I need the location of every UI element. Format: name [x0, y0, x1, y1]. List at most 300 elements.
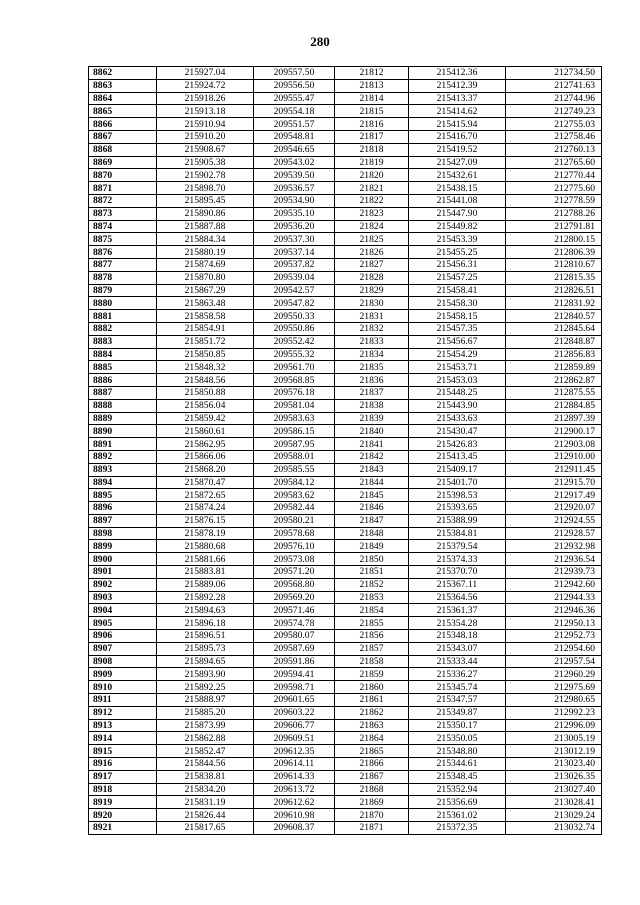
table-cell: 8892	[89, 450, 157, 463]
table-cell: 8910	[89, 681, 157, 694]
table-cell: 8885	[89, 361, 157, 374]
table-cell: 213005.19	[506, 732, 602, 745]
table-cell: 212778.59	[506, 194, 602, 207]
table-cell: 212775.60	[506, 182, 602, 195]
table-cell: 215881.66	[157, 553, 254, 566]
table-cell: 8871	[89, 182, 157, 195]
table-cell: 215862.88	[157, 732, 254, 745]
table-cell: 215388.99	[409, 514, 506, 527]
page-number: 280	[310, 34, 330, 49]
table-cell: 21835	[335, 361, 409, 374]
table-cell: 21819	[335, 156, 409, 169]
table-row	[89, 284, 602, 297]
table-cell: 213026.35	[506, 770, 602, 783]
table-cell: 209614.33	[254, 770, 335, 783]
table-row	[89, 514, 602, 527]
table-cell: 21864	[335, 732, 409, 745]
table-cell: 8903	[89, 591, 157, 604]
table-row	[89, 220, 602, 233]
table-cell: 215890.86	[157, 207, 254, 220]
table-row	[89, 143, 602, 156]
table-cell: 8913	[89, 719, 157, 732]
table-cell: 8880	[89, 297, 157, 310]
table-cell: 8909	[89, 668, 157, 681]
table-cell: 215413.45	[409, 450, 506, 463]
table-cell: 21833	[335, 335, 409, 348]
table-cell: 215367.11	[409, 578, 506, 591]
table-cell: 215852.47	[157, 745, 254, 758]
table-cell: 8914	[89, 732, 157, 745]
table-row	[89, 118, 602, 131]
table-cell: 8890	[89, 425, 157, 438]
table-cell: 8867	[89, 130, 157, 143]
table-cell: 215441.08	[409, 194, 506, 207]
table-cell: 215384.81	[409, 527, 506, 540]
table-cell: 8866	[89, 118, 157, 131]
table-cell: 215851.72	[157, 335, 254, 348]
table-cell: 8899	[89, 540, 157, 553]
table-cell: 215456.67	[409, 335, 506, 348]
table-cell: 8902	[89, 578, 157, 591]
table-row	[89, 566, 602, 579]
table-row	[89, 207, 602, 220]
table-cell: 215887.88	[157, 220, 254, 233]
table-cell: 21842	[335, 450, 409, 463]
table-row	[89, 668, 602, 681]
table-cell: 21830	[335, 297, 409, 310]
table-cell: 209582.44	[254, 502, 335, 515]
table-cell: 215924.72	[157, 79, 254, 92]
table-cell: 212996.09	[506, 719, 602, 732]
table-cell: 209610.98	[254, 809, 335, 822]
table-cell: 209537.82	[254, 258, 335, 271]
table-cell: 21869	[335, 796, 409, 809]
table-cell: 215862.95	[157, 438, 254, 451]
table-row	[89, 604, 602, 617]
table-cell: 215430.47	[409, 425, 506, 438]
table-cell: 209542.57	[254, 284, 335, 297]
table-row	[89, 169, 602, 182]
table-cell: 8900	[89, 553, 157, 566]
table-cell: 212884.85	[506, 399, 602, 412]
table-row	[89, 105, 602, 118]
table-cell: 215454.29	[409, 348, 506, 361]
table-body	[89, 67, 602, 835]
table-row	[89, 348, 602, 361]
table-cell: 215873.99	[157, 719, 254, 732]
table-cell: 215866.06	[157, 450, 254, 463]
table-cell: 215838.81	[157, 770, 254, 783]
table-cell: 21821	[335, 182, 409, 195]
table-cell: 209612.35	[254, 745, 335, 758]
table-cell: 21866	[335, 758, 409, 771]
table-cell: 213012.19	[506, 745, 602, 758]
table-cell: 215356.69	[409, 796, 506, 809]
table-cell: 21861	[335, 694, 409, 707]
table-cell: 215898.70	[157, 182, 254, 195]
table-cell: 212862.87	[506, 374, 602, 387]
table-cell: 215354.28	[409, 617, 506, 630]
table-cell: 215458.15	[409, 310, 506, 323]
table-cell: 215885.20	[157, 706, 254, 719]
table-cell: 8864	[89, 92, 157, 105]
table-cell: 212810.67	[506, 258, 602, 271]
table-cell: 215348.18	[409, 630, 506, 643]
table-cell: 212944.33	[506, 591, 602, 604]
table-row	[89, 796, 602, 809]
table-row	[89, 527, 602, 540]
table-cell: 209555.47	[254, 92, 335, 105]
table-row	[89, 182, 602, 195]
table-cell: 215336.27	[409, 668, 506, 681]
table-cell: 215453.03	[409, 374, 506, 387]
table-cell: 212791.81	[506, 220, 602, 233]
table-cell: 8863	[89, 79, 157, 92]
table-cell: 8911	[89, 694, 157, 707]
table-row	[89, 271, 602, 284]
table-cell: 21853	[335, 591, 409, 604]
table-cell: 215880.19	[157, 246, 254, 259]
table-cell: 215343.07	[409, 642, 506, 655]
table-cell: 212845.64	[506, 322, 602, 335]
table-cell: 215456.31	[409, 258, 506, 271]
table-cell: 209546.65	[254, 143, 335, 156]
table-row	[89, 694, 602, 707]
table-cell: 215453.39	[409, 233, 506, 246]
table-cell: 21856	[335, 630, 409, 643]
table-cell: 215414.62	[409, 105, 506, 118]
table-row	[89, 412, 602, 425]
table-row	[89, 578, 602, 591]
table-cell: 212992.23	[506, 706, 602, 719]
table-row	[89, 438, 602, 451]
table-cell: 212900.17	[506, 425, 602, 438]
table-row	[89, 732, 602, 745]
table-row	[89, 553, 602, 566]
table-cell: 8920	[89, 809, 157, 822]
table-cell: 209555.32	[254, 348, 335, 361]
table-cell: 21860	[335, 681, 409, 694]
table-cell: 215347.57	[409, 694, 506, 707]
table-cell: 212980.65	[506, 694, 602, 707]
table-cell: 215856.04	[157, 399, 254, 412]
table-cell: 209612.62	[254, 796, 335, 809]
table-cell: 215398.53	[409, 489, 506, 502]
table-row	[89, 655, 602, 668]
table-row	[89, 130, 602, 143]
table-cell: 21828	[335, 271, 409, 284]
table-cell: 209609.51	[254, 732, 335, 745]
table-cell: 209614.11	[254, 758, 335, 771]
table-cell: 209583.63	[254, 412, 335, 425]
table-cell: 215419.52	[409, 143, 506, 156]
table-cell: 209535.10	[254, 207, 335, 220]
table-cell: 21862	[335, 706, 409, 719]
table-row	[89, 450, 602, 463]
table-row	[89, 502, 602, 515]
table-row	[89, 706, 602, 719]
table-cell: 209587.69	[254, 642, 335, 655]
table-cell: 209552.42	[254, 335, 335, 348]
table-cell: 215918.26	[157, 92, 254, 105]
coordinates-table	[88, 66, 602, 835]
table-row	[89, 322, 602, 335]
table-cell: 215872.65	[157, 489, 254, 502]
table-cell: 212760.13	[506, 143, 602, 156]
table-cell: 212950.13	[506, 617, 602, 630]
table-cell: 21831	[335, 310, 409, 323]
table-cell: 21843	[335, 463, 409, 476]
table-cell: 209591.86	[254, 655, 335, 668]
table-cell: 209601.65	[254, 694, 335, 707]
table-cell: 212734.50	[506, 67, 602, 80]
table-cell: 21837	[335, 386, 409, 399]
table-row	[89, 758, 602, 771]
table-cell: 21814	[335, 92, 409, 105]
table-cell: 8905	[89, 617, 157, 630]
table-cell: 213027.40	[506, 783, 602, 796]
table-cell: 209571.46	[254, 604, 335, 617]
table-cell: 215867.29	[157, 284, 254, 297]
table-cell: 8904	[89, 604, 157, 617]
table-cell: 212903.08	[506, 438, 602, 451]
table-cell: 8889	[89, 412, 157, 425]
table-cell: 209581.04	[254, 399, 335, 412]
table-cell: 215860.61	[157, 425, 254, 438]
table-cell: 212910.00	[506, 450, 602, 463]
table-row	[89, 258, 602, 271]
table-cell: 209543.02	[254, 156, 335, 169]
table-cell: 8919	[89, 796, 157, 809]
table-cell: 209608.37	[254, 822, 335, 835]
table-cell: 209613.72	[254, 783, 335, 796]
table-row	[89, 745, 602, 758]
table-cell: 215880.68	[157, 540, 254, 553]
table-cell: 215345.74	[409, 681, 506, 694]
table-cell: 212788.26	[506, 207, 602, 220]
table-cell: 8882	[89, 322, 157, 335]
table-row	[89, 297, 602, 310]
table-cell: 215889.06	[157, 578, 254, 591]
table-row	[89, 783, 602, 796]
table-row	[89, 399, 602, 412]
table-cell: 212960.29	[506, 668, 602, 681]
table-cell: 215364.56	[409, 591, 506, 604]
table-cell: 215409.17	[409, 463, 506, 476]
table-cell: 215352.94	[409, 783, 506, 796]
table-cell: 21870	[335, 809, 409, 822]
table-cell: 215913.18	[157, 105, 254, 118]
table-cell: 209568.80	[254, 578, 335, 591]
table-cell: 212915.70	[506, 476, 602, 489]
table-cell: 21844	[335, 476, 409, 489]
table-cell: 212911.45	[506, 463, 602, 476]
table-cell: 8865	[89, 105, 157, 118]
table-cell: 215432.61	[409, 169, 506, 182]
table-cell: 8887	[89, 386, 157, 399]
table-cell: 21825	[335, 233, 409, 246]
table-cell: 209574.78	[254, 617, 335, 630]
table-cell: 21849	[335, 540, 409, 553]
table-row	[89, 809, 602, 822]
table-cell: 209594.41	[254, 668, 335, 681]
table-cell: 21834	[335, 348, 409, 361]
table-cell: 212840.57	[506, 310, 602, 323]
table-cell: 8870	[89, 169, 157, 182]
table-cell: 215844.56	[157, 758, 254, 771]
table-cell: 213028.41	[506, 796, 602, 809]
table-cell: 215457.35	[409, 322, 506, 335]
table-cell: 212806.39	[506, 246, 602, 259]
table-cell: 8881	[89, 310, 157, 323]
table-cell: 215905.38	[157, 156, 254, 169]
table-cell: 215393.65	[409, 502, 506, 515]
table-cell: 8896	[89, 502, 157, 515]
table-cell: 212800.15	[506, 233, 602, 246]
table-row	[89, 681, 602, 694]
table-cell: 215344.61	[409, 758, 506, 771]
table-cell: 209547.82	[254, 297, 335, 310]
table-cell: 212741.63	[506, 79, 602, 92]
table-cell: 209586.15	[254, 425, 335, 438]
table-cell: 215870.80	[157, 271, 254, 284]
table-cell: 215361.02	[409, 809, 506, 822]
table-row	[89, 194, 602, 207]
table-cell: 212875.55	[506, 386, 602, 399]
table-cell: 8912	[89, 706, 157, 719]
table-cell: 209580.07	[254, 630, 335, 643]
table-cell: 215372.35	[409, 822, 506, 835]
table-cell: 21859	[335, 668, 409, 681]
table-cell: 215412.36	[409, 67, 506, 80]
table-cell: 215884.34	[157, 233, 254, 246]
table-cell: 212932.98	[506, 540, 602, 553]
table-cell: 215458.30	[409, 297, 506, 310]
table-cell: 212770.44	[506, 169, 602, 182]
table-cell: 212917.49	[506, 489, 602, 502]
table-cell: 215874.24	[157, 502, 254, 515]
table-cell: 21823	[335, 207, 409, 220]
table-cell: 209571.20	[254, 566, 335, 579]
table-cell: 215443.90	[409, 399, 506, 412]
table-row	[89, 425, 602, 438]
table-cell: 8874	[89, 220, 157, 233]
table-row	[89, 233, 602, 246]
table-cell: 215863.48	[157, 297, 254, 310]
table-cell: 209539.04	[254, 271, 335, 284]
table-cell: 215854.91	[157, 322, 254, 335]
table-cell: 212815.35	[506, 271, 602, 284]
table-cell: 215448.25	[409, 386, 506, 399]
table-cell: 215870.47	[157, 476, 254, 489]
table-cell: 21824	[335, 220, 409, 233]
table-cell: 212939.73	[506, 566, 602, 579]
table-cell: 215848.32	[157, 361, 254, 374]
table-cell: 21832	[335, 322, 409, 335]
table-cell: 215834.20	[157, 783, 254, 796]
table-cell: 21846	[335, 502, 409, 515]
table-cell: 213029.24	[506, 809, 602, 822]
table-cell: 209534.90	[254, 194, 335, 207]
table-cell: 8878	[89, 271, 157, 284]
table-cell: 215348.45	[409, 770, 506, 783]
table-cell: 209576.10	[254, 540, 335, 553]
table-cell: 212946.36	[506, 604, 602, 617]
table-cell: 8908	[89, 655, 157, 668]
table-cell: 215894.63	[157, 604, 254, 617]
table-row	[89, 246, 602, 259]
table-cell: 209568.85	[254, 374, 335, 387]
table-row	[89, 642, 602, 655]
table-cell: 8873	[89, 207, 157, 220]
table-cell: 21827	[335, 258, 409, 271]
table-cell: 215910.94	[157, 118, 254, 131]
table-cell: 215449.82	[409, 220, 506, 233]
table-cell: 21815	[335, 105, 409, 118]
table-cell: 209554.18	[254, 105, 335, 118]
table-cell: 209551.57	[254, 118, 335, 131]
table-cell: 215374.33	[409, 553, 506, 566]
table-cell: 8921	[89, 822, 157, 835]
table-cell: 8879	[89, 284, 157, 297]
table-cell: 215883.81	[157, 566, 254, 579]
table-cell: 212920.07	[506, 502, 602, 515]
table-cell: 215426.83	[409, 438, 506, 451]
table-cell: 8868	[89, 143, 157, 156]
table-cell: 215848.56	[157, 374, 254, 387]
table-cell: 209536.57	[254, 182, 335, 195]
table-cell: 215859.42	[157, 412, 254, 425]
table-cell: 209598.71	[254, 681, 335, 694]
table-cell: 215878.19	[157, 527, 254, 540]
table-cell: 21838	[335, 399, 409, 412]
table-row	[89, 591, 602, 604]
table-cell: 209550.33	[254, 310, 335, 323]
table-cell: 215927.04	[157, 67, 254, 80]
table-cell: 209536.20	[254, 220, 335, 233]
table-cell: 215850.85	[157, 348, 254, 361]
table-cell: 215888.97	[157, 694, 254, 707]
table-cell: 215868.20	[157, 463, 254, 476]
table-cell: 215858.58	[157, 310, 254, 323]
table-cell: 21858	[335, 655, 409, 668]
table-cell: 21836	[335, 374, 409, 387]
table-cell: 215350.05	[409, 732, 506, 745]
table-cell: 215896.18	[157, 617, 254, 630]
table-cell: 209584.12	[254, 476, 335, 489]
table-cell: 215455.25	[409, 246, 506, 259]
table-row	[89, 476, 602, 489]
table-cell: 21854	[335, 604, 409, 617]
table-cell: 212848.87	[506, 335, 602, 348]
table-cell: 215427.09	[409, 156, 506, 169]
table-cell: 21867	[335, 770, 409, 783]
table-row	[89, 335, 602, 348]
table-cell: 215826.44	[157, 809, 254, 822]
table-cell: 21826	[335, 246, 409, 259]
table-cell: 209561.70	[254, 361, 335, 374]
table-cell: 212897.39	[506, 412, 602, 425]
table-cell: 209580.21	[254, 514, 335, 527]
table-row	[89, 79, 602, 92]
table-cell: 8906	[89, 630, 157, 643]
table-cell: 8877	[89, 258, 157, 271]
table-cell: 21813	[335, 79, 409, 92]
table-cell: 215438.15	[409, 182, 506, 195]
table-cell: 8895	[89, 489, 157, 502]
table-cell: 21818	[335, 143, 409, 156]
table-cell: 215908.67	[157, 143, 254, 156]
